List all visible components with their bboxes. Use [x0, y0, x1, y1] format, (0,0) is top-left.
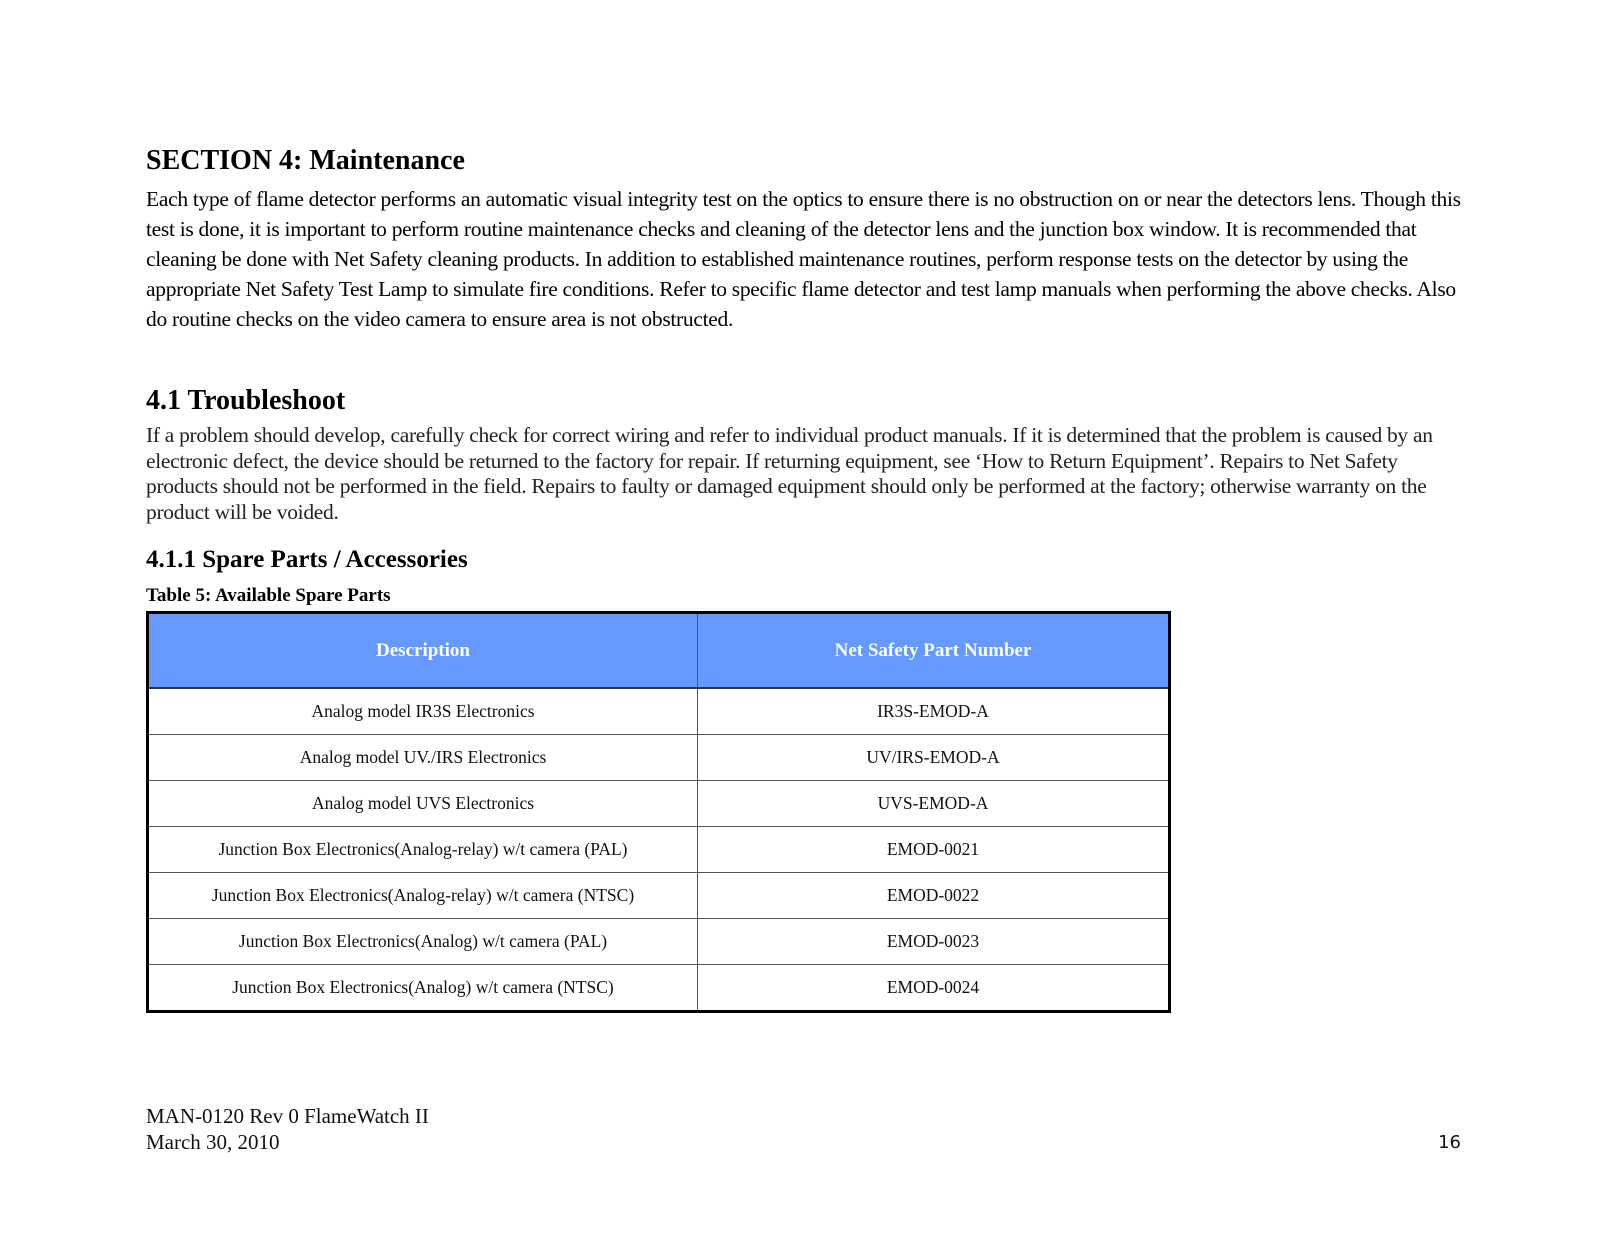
column-header-description: Description	[148, 613, 698, 689]
row-part-number: EMOD-0022	[698, 873, 1170, 919]
table-row	[148, 781, 1170, 827]
row-description: Analog model IR3S Electronics	[148, 688, 698, 735]
footer-date: March 30, 2010	[146, 1130, 280, 1154]
row-description: Analog model UVS Electronics	[148, 781, 698, 827]
row-description: Junction Box Electronics(Analog) w/t camera (NTSC)	[148, 965, 698, 1012]
maintenance-paragraph: Each type of flame detector performs an automatic visual integrity test on the optics to ensure there is no obstruction on or near the detectors lens. Though this test is done, it is important to perform routine maintenance checks and cleaning of the detector lens and the junction box window. It is recommended that cleaning be done with Net Safety cleaning products. In addition to established maintenance routines, perform response tests on the detector by using the appropriate Net Safety Test Lamp to simulate fire conditions. Refer to specific flame detector and test lamp manuals when performing the above checks. Also do routine checks on the video camera to ensure area is not obstructed.	[146, 186, 1461, 331]
row-part-number: EMOD-0021	[698, 827, 1170, 873]
table-row	[148, 688, 1170, 735]
row-part-number: IR3S-EMOD-A	[698, 688, 1170, 735]
troubleshoot-paragraph: If a problem should develop, carefully check for correct wiring and refer to individual product manuals. If it is determined that the problem is caused by an electronic defect, the device should be returned to the factory for repair. If returning equipment, see ‘How to Return Equipment’. Repairs to Net Safety products should not be performed in the field. Repairs to faulty or damaged equipment should only be performed at the factory; otherwise warranty on the product will be voided.	[146, 423, 1433, 524]
table-row	[148, 919, 1170, 965]
row-part-number: EMOD-0024	[698, 965, 1170, 1012]
table-row	[148, 965, 1170, 1012]
table-header-row	[148, 613, 1170, 689]
spare-parts-table	[146, 611, 1171, 1013]
row-part-number: UV/IRS-EMOD-A	[698, 735, 1170, 781]
page-footer	[146, 1103, 429, 1155]
row-description: Analog model UV./IRS Electronics	[148, 735, 698, 781]
row-part-number: EMOD-0023	[698, 919, 1170, 965]
row-part-number: UVS-EMOD-A	[698, 781, 1170, 827]
table-row	[148, 827, 1170, 873]
spare-parts-title: 4.1.1 Spare Parts / Accessories	[146, 546, 468, 574]
table-row	[148, 735, 1170, 781]
row-description: Junction Box Electronics(Analog-relay) w/t camera (NTSC)	[148, 873, 698, 919]
column-header-part-number: Net Safety Part Number	[698, 613, 1170, 689]
page-number: 16	[1438, 1132, 1461, 1153]
table-row	[148, 873, 1170, 919]
footer-doc-id: MAN-0120 Rev 0 FlameWatch II	[146, 1104, 429, 1128]
row-description: Junction Box Electronics(Analog) w/t camera (PAL)	[148, 919, 698, 965]
troubleshoot-title: 4.1 Troubleshoot	[146, 384, 346, 416]
section-title: SECTION 4: Maintenance	[146, 145, 465, 176]
table-caption: Table 5: Available Spare Parts	[146, 585, 391, 607]
row-description: Junction Box Electronics(Analog-relay) w/t camera (PAL)	[148, 827, 698, 873]
document-page	[146, 144, 1461, 1013]
